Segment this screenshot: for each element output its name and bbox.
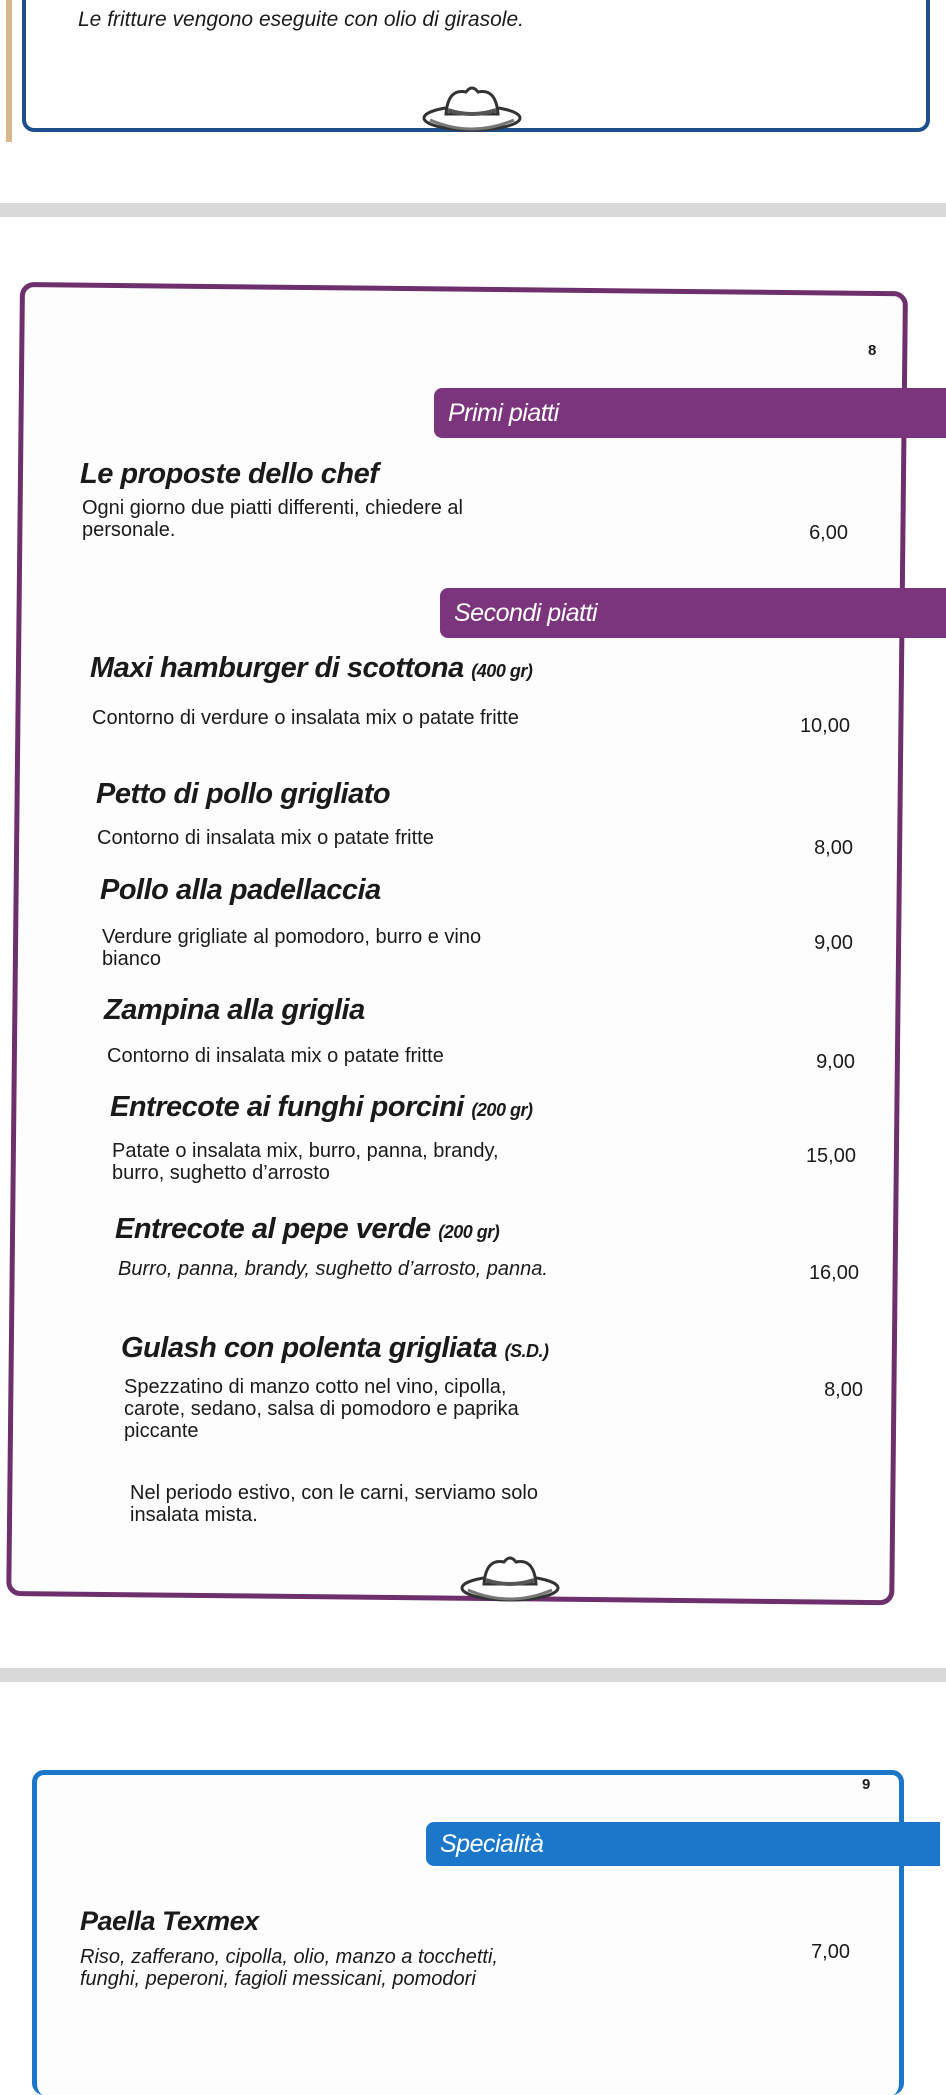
menu-item-price: 8,00	[824, 1379, 863, 1401]
cowboy-hat-icon	[420, 78, 524, 136]
menu-item-name: Entrecote al pepe verde (200 gr)	[115, 1213, 500, 1245]
page-edge-accent	[6, 0, 12, 142]
chef-item-description: Ogni giorno due piatti differenti, chiedere al personale.	[82, 497, 463, 541]
menu-item-quantity: (200 gr)	[438, 1222, 500, 1242]
menu-item-name: Entrecote ai funghi porcini (200 gr)	[110, 1091, 533, 1123]
menu-item-name: Pollo alla padellaccia	[100, 874, 381, 906]
page-number: 8	[868, 342, 877, 359]
menu-item-description: Riso, zafferano, cipolla, olio, manzo a tocchetti, funghi, peperoni, fagioli messicani, pomodori	[80, 1946, 498, 1990]
section-header-secondi: Secondi piatti	[440, 588, 946, 638]
menu-item-description: Burro, panna, brandy, sughetto d’arrosto, panna.	[118, 1258, 548, 1280]
menu-item-quantity: (400 gr)	[471, 661, 533, 681]
menu-item-price: 8,00	[814, 837, 853, 859]
menu-item-description: Contorno di insalata mix o patate fritte	[107, 1045, 444, 1067]
menu-item-name: Paella Texmex	[80, 1906, 259, 1936]
section-header-specialita: Specialità	[426, 1822, 940, 1866]
menu-item-name: Zampina alla griglia	[104, 994, 365, 1026]
menu-item-quantity: (S.D.)	[504, 1341, 549, 1361]
cowboy-hat-icon	[458, 1548, 562, 1606]
menu-item-description: Contorno di insalata mix o patate fritte	[97, 827, 434, 849]
menu-item-description: Patate o insalata mix, burro, panna, brandy, burro, sughetto d’arrosto	[112, 1140, 499, 1184]
menu-item-price: 9,00	[814, 932, 853, 954]
menu-item-name: Petto di pollo grigliato	[96, 778, 391, 810]
page-separator	[0, 203, 946, 217]
page-separator	[0, 1668, 946, 1682]
menu-item-price: 10,00	[799, 715, 850, 737]
menu-item-price: 7,00	[811, 1941, 850, 1963]
menu-item-name: Gulash con polenta grigliata (S.D.)	[121, 1332, 549, 1364]
menu-item-name: Maxi hamburger di scottona (400 gr)	[90, 652, 533, 684]
menu-item-description: Verdure grigliate al pomodoro, burro e vino bianco	[102, 926, 482, 970]
page-number: 9	[862, 1776, 871, 1793]
menu-item-price: 9,00	[816, 1051, 855, 1073]
menu-item-description: Contorno di verdure o insalata mix o patate fritte	[92, 707, 519, 729]
menu-item-description: Spezzatino di manzo cotto nel vino, cipolla, carote, sedano, salsa di pomodoro e paprika piccante	[124, 1376, 519, 1442]
menu-item-price: 15,00	[805, 1145, 856, 1167]
menu-item-quantity: (200 gr)	[471, 1100, 533, 1120]
chef-item-name: Le proposte dello chef	[80, 458, 379, 490]
menu-item-price: 16,00	[808, 1262, 859, 1284]
fry-oil-note: Le fritture vengono eseguite con olio di girasole.	[78, 8, 524, 31]
chef-item-price: 6,00	[809, 522, 848, 544]
section-header-primi: Primi piatti	[434, 388, 946, 438]
summer-side-dish-note: Nel periodo estivo, con le carni, serviamo solo insalata mista.	[130, 1482, 538, 1526]
